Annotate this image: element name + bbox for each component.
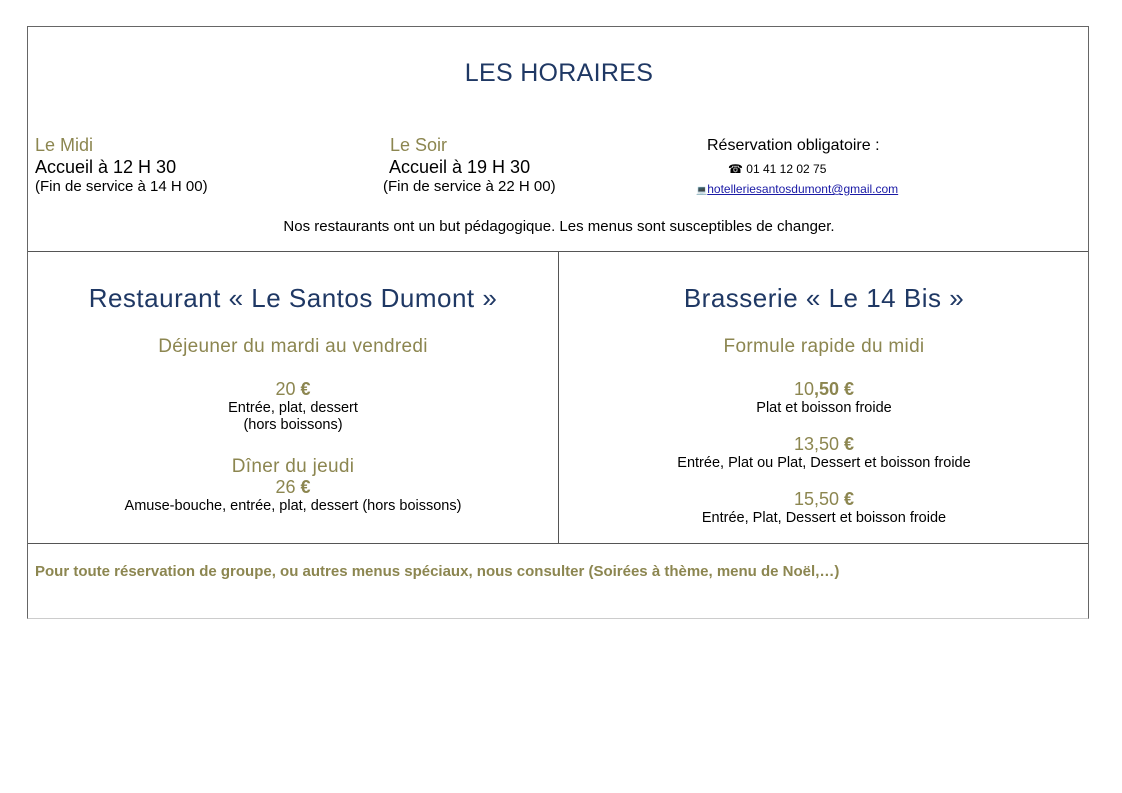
midi-hours: Accueil à 12 H 30: [35, 157, 177, 177]
group-reservation-note: Pour toute réservation de groupe, ou autres menus spéciaux, nous consulter (Soirées à thème, menu de Noël,…): [35, 563, 840, 580]
page-title: LES HORAIRES: [464, 59, 654, 87]
midi-label: Le Midi: [35, 135, 94, 155]
dinner-description: Amuse-bouche, entrée, plat, dessert (hors boissons): [124, 498, 462, 514]
section-divider-bottom: [28, 543, 1088, 544]
reservation-email: [696, 182, 898, 196]
offer-price: 13,50 €: [793, 434, 855, 454]
offer-price: 10,50 €: [793, 379, 855, 399]
offer-description: Plat et boisson froide: [756, 400, 892, 416]
restaurant-name: Restaurant « Le Santos Dumont »: [88, 283, 498, 313]
midi-end-note: (Fin de service à 14 H 00): [35, 178, 208, 195]
soir-hours: Accueil à 19 H 30: [389, 157, 531, 177]
brasserie-column: [559, 253, 1089, 543]
soir-label: Le Soir: [390, 135, 448, 155]
restaurant-column: [28, 253, 558, 543]
lunch-description-note: (hors boissons): [243, 417, 343, 433]
phone-number: 01 41 12 02 75: [746, 162, 827, 176]
dinner-title: Dîner du jeudi: [231, 456, 355, 477]
lunch-title: Déjeuner du mardi au vendredi: [158, 336, 428, 357]
reservation-label: Réservation obligatoire :: [707, 137, 880, 154]
computer-icon: 💻: [696, 185, 708, 195]
lunch-description: Entrée, plat, dessert: [228, 400, 358, 416]
soir-end-note: (Fin de service à 22 H 00): [383, 178, 556, 195]
offer-price: 15,50 €: [793, 489, 855, 509]
offer-description: Entrée, Plat ou Plat, Dessert et boisson froide: [677, 455, 971, 471]
schedule-document: [27, 26, 1089, 619]
email-link[interactable]: hotelleriesantosdumont@gmail.com: [707, 182, 899, 196]
lunch-price: 20 €: [275, 379, 311, 399]
pedagogic-notice: Nos restaurants ont un but pédagogique. Les menus sont susceptibles de changer.: [283, 218, 835, 235]
brasserie-name: Brasserie « Le 14 Bis »: [683, 283, 965, 313]
reservation-phone: [728, 162, 826, 176]
phone-icon: ☎: [728, 162, 743, 176]
offer-description: Entrée, Plat, Dessert et boisson froide: [701, 510, 947, 526]
dinner-price: 26 €: [275, 477, 311, 497]
brasserie-subtitle: Formule rapide du midi: [723, 336, 925, 357]
